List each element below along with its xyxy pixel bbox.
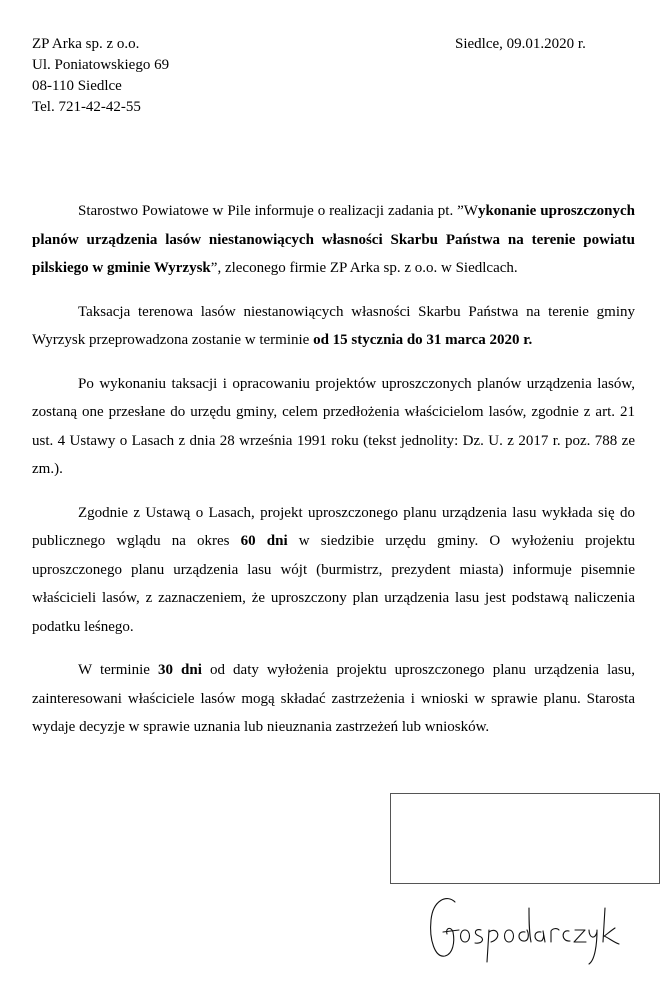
letter-body — [32, 197, 635, 757]
paragraph-text: Po wykonaniu taksacji i opracowaniu projektów uproszczonych planów urządzenia lasów, zostaną one przesłane do urzędu gminy, celem przedłożenia właścicielom lasów, zgodnie z art. 21 ust. 4 Ustawy o Lasach z dnia 28 września 1991 roku (tekst jednolity: Dz. U. z 2017 r. poz. 788 ze zm.). — [32, 375, 635, 477]
paragraph-text: Zgodnie z Ustawą o Lasach, projekt uproszczonego planu urządzenia lasu wykłada się do publicznego wglądu na okres — [32, 504, 635, 549]
paragraph-text: Taksacja terenowa lasów niestanowiących własności Skarbu Państwa na terenie gminy Wyrzysk przeprowadzona zostanie w terminie — [32, 303, 635, 348]
paragraph-taxation-period — [32, 298, 635, 355]
display-period: 60 dni — [240, 533, 288, 549]
quote-mark: ” — [210, 260, 218, 276]
task-title: ykonanie uproszczonych planów urządzenia lasów niestanowiących własności Skarbu Państwa na terenie powiatu pilskiego w gminie Wyrzysk — [32, 203, 635, 276]
sender-address — [32, 34, 169, 118]
sender-city: 08-110 Siedlce — [32, 78, 122, 94]
paragraph-text: , zleconego firmie ZP Arka sp. z o.o. w Siedlcach. — [217, 260, 518, 276]
paragraph-text: Starostwo Powiatowe w Pile informuje o realizacji zadania pt. ”W — [78, 203, 478, 219]
stamp-box — [390, 793, 660, 884]
taxation-dates: od 15 stycznia do 31 marca 2020 r. — [313, 332, 533, 348]
paragraph-projects — [32, 370, 635, 484]
paragraph-public-display — [32, 499, 635, 642]
handwritten-signature — [425, 880, 625, 970]
paragraph-text: W terminie — [78, 662, 158, 678]
sender-phone: Tel. 721-42-42-55 — [32, 99, 141, 115]
sender-street: Ul. Poniatowskiego 69 — [32, 57, 170, 73]
paragraph-objections — [32, 656, 635, 742]
paragraph-task-info — [32, 197, 635, 283]
place-date: Siedlce, 09.01.2020 r. — [455, 36, 586, 52]
sender-name: ZP Arka sp. z o.o. — [32, 36, 140, 52]
paragraph-text: od daty wyłożenia projektu uproszczonego planu urządzenia lasu, zainteresowani właściciele lasów mogą składać zastrzeżenia i wnioski w sprawie planu. Starosta wydaje decyzje w sprawie uznania lub nieuznania zastrzeżeń lub wniosków. — [32, 662, 636, 735]
objection-period: 30 dni — [158, 662, 202, 678]
paragraph-text: w siedzibie urzędu gminy. O wyłożeniu projektu uproszczonego planu urządzenia lasu wójt (burmistrz, prezydent miasta) informuje pisemnie właścicieli lasów, z zaznaczeniem, że uproszczony plan urządzenia lasu jest podstawą naliczenia podatku leśnego. — [32, 533, 635, 635]
